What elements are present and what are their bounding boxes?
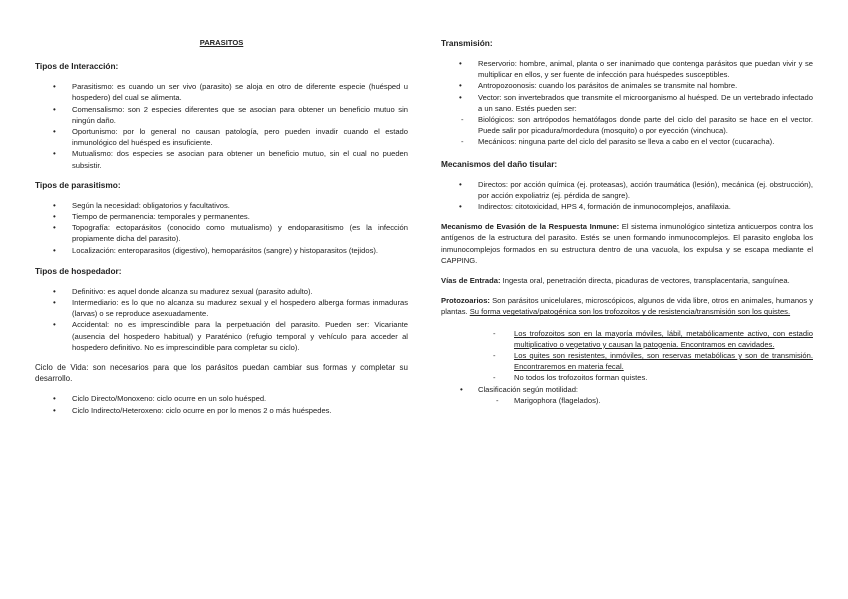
- list-item: • Localización: enteroparasitos (digestivo), hemoparásitos (sangre) y histoparasitos (tejidos).: [35, 245, 408, 256]
- list-item: • Ciclo Indirecto/Heteroxeno: ciclo ocurre en por lo menos 2 o más huéspedes.: [35, 405, 408, 416]
- host-heading: Tipos de hospedador:: [35, 265, 122, 276]
- list-item: - Los quites son resistentes, inmóviles, son reservas metabólicas y son de transmisión. Encontraremos en materia fecal.: [441, 350, 813, 372]
- list-item: • Antropozoonosis: cuando los parásitos de animales se transmite nal hombre.: [441, 80, 813, 91]
- entry-text: Ingesta oral, penetración directa, picaduras de vectores, transplacentaria, sanguínea.: [500, 276, 790, 286]
- right-column: [441, 0, 813, 406]
- list-item: - No todos los trofozoitos forman quistes.: [441, 372, 813, 383]
- list-item: • Topografía: ectoparásitos (conocido como mutualismo) y endoparasitismo (es la infección propiamente dicha del parasito).: [35, 222, 408, 244]
- entry-paragraph: [441, 275, 813, 286]
- protozoa-underlined: Su forma vegetativa/patogénica son los trofozoitos y de resistencia/transmisión son los quistes.: [469, 307, 791, 317]
- list-item: • Reservorio: hombre, animal, planta o ser inanimado que contenga parásitos que puedan vivir y se multiplicar en ellos, y ser fuente de infección para huéspedes susceptibles.: [441, 58, 813, 80]
- list-item: • Directos: por acción química (ej. proteasas), acción traumática (lesión), mecánica (ej. obstrucción), por acción expoliatriz (ej. pérdida de sangre).: [441, 179, 813, 201]
- interaction-list: [35, 81, 408, 171]
- host-list: [35, 286, 408, 353]
- list-item: • Oportunismo: por lo general no causan patología, pero pueden invadir cuando el estado inmunológico del huésped es insuficiente.: [35, 126, 408, 148]
- parasitism-list: [35, 200, 408, 256]
- list-item: • Definitivo: es aquel donde alcanza su madurez sexual (parasito adulto).: [35, 286, 408, 297]
- evasion-paragraph: [441, 221, 813, 266]
- left-column: [35, 0, 408, 416]
- interaction-heading: Tipos de Interacción:: [35, 61, 119, 72]
- list-item: • Mutualismo: dos especies se asocian para obtener un beneficio mutuo, sin el cual no pueden subsistir.: [35, 148, 408, 170]
- motility-list: [441, 395, 813, 406]
- list-item: • Vector: son invertebrados que transmite el microorganismo al huésped. De un vertebrado infectado a un sano. Estés pueden ser:: [441, 92, 813, 114]
- list-item: • Accidental: no es imprescindible para la perpetuación del parasito. Pueden ser: Vicariante (ausencia del hospedero habitual) y Paraténico (refugio temporal y vehículo para acceder al hospedero definitivo. No es imprescindible para completar su ciclo).: [35, 319, 408, 353]
- list-item: - Marigophora (flagelados).: [441, 395, 813, 406]
- protozoa-points: [441, 328, 813, 384]
- list-item: - Mecánicos: ninguna parte del ciclo del parasito se lleva a cabo en el vector (cucaracha).: [441, 136, 813, 147]
- entry-label: Vías de Entrada:: [441, 276, 501, 286]
- evasion-label: Mecanismo de Evasión de la Respuesta Inmune:: [441, 222, 620, 232]
- classification-list: [441, 384, 813, 395]
- list-item: • Según la necesidad: obligatorios y facultativos.: [35, 200, 408, 211]
- evasion-text: El sistema inmunológico sintetiza anticuerpos contra los antígenos de la estructura del parasito. Estés se unen formando inmunocomplejos. El parasito engloba los inmunocomplejos formados en su estructura dentro de una vacuola, los expulsa y se escapa mediante el CAPPING.: [441, 222, 813, 265]
- damage-list: [441, 179, 813, 213]
- list-item: • Intermediario: es lo que no alcanza su madurez sexual y el hospedero alberga formas inmaduras (larvas) o se reproduce asexuadamente.: [35, 297, 408, 319]
- list-item: • Comensalismo: son 2 especies diferentes que se asocian para obtener un beneficio mutuo sin ningún daño.: [35, 104, 408, 126]
- list-item: • Indirectos: citotoxicidad, HPS 4, formación de inmunocomplejos, anafilaxia.: [441, 201, 813, 212]
- lifecycle-list: [35, 393, 408, 415]
- list-item: - Biológicos: son artrópodos hematófagos donde parte del ciclo del parasito se hace en el vector. Puede salir por picadura/mordedura (mosquito) o por eyección (vinchuca).: [441, 114, 813, 136]
- damage-heading: Mecanismos del daño tisular:: [441, 158, 558, 169]
- protozoa-paragraph: [441, 295, 813, 317]
- vector-types-list: [441, 114, 813, 148]
- list-item: • Ciclo Directo/Monoxeno: ciclo ocurre en un solo huésped.: [35, 393, 408, 404]
- list-item: • Parasitismo: es cuando un ser vivo (parasito) se aloja en otro de diferente especie (huésped u hospedero) del cual se alimenta.: [35, 81, 408, 103]
- list-item: - Los trofozoitos son en la mayoría móviles, lábil, metabólicamente activo, con estadio multiplicativo o vegetativo y causan la patogenia. Encontramos en cavidades.: [441, 328, 813, 350]
- protozoa-label: Protozoarios:: [441, 296, 490, 306]
- parasitism-heading: Tipos de parasitismo:: [35, 179, 121, 190]
- transmission-heading: Transmisión:: [441, 38, 493, 48]
- list-item: • Tiempo de permanencia: temporales y permanentes.: [35, 211, 408, 222]
- document-title: PARASITOS: [199, 38, 244, 47]
- protozoa-text: Son parásitos unicelulares, microscópicos, algunos de vida libre, otros en animales, humanos y plantas.: [441, 296, 813, 317]
- transmission-list: [441, 58, 813, 114]
- lifecycle-paragraph: Ciclo de Vida: son necesarios para que los parásitos puedan cambiar sus formas y completar su desarrollo.: [35, 363, 408, 384]
- list-item: • Clasificación según motilidad:: [441, 384, 813, 395]
